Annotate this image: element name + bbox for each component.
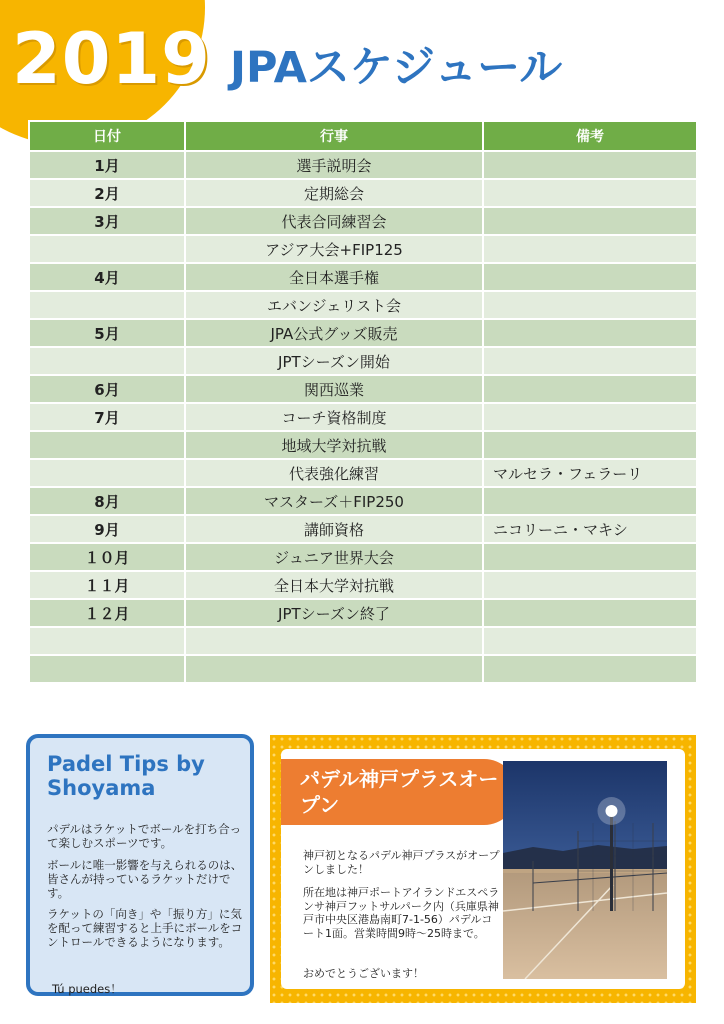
cell-month: 4月 — [29, 263, 185, 291]
news-card — [281, 749, 685, 989]
cell-month: 2月 — [29, 179, 185, 207]
news-paragraph-3: おめでとうございます！ — [303, 967, 424, 980]
cell-event: JPA公式グッズ販売 — [185, 319, 483, 347]
cell-note — [483, 151, 697, 179]
year-heading: 2019 — [12, 18, 211, 100]
news-box — [270, 735, 696, 1003]
cell-month: 3月 — [29, 207, 185, 235]
cell-event: 講師資格 — [185, 515, 483, 543]
cell-note — [483, 487, 697, 515]
news-paragraph-2: 所在地は神戸ポートアイランドエスペランサ神戸フットサルパーク内（兵庫県神戸市中央区港島南町7-1-56）パデルコート1面。営業時間9時～25時まで。 — [303, 886, 500, 940]
cell-note — [483, 263, 697, 291]
cell-note: ニコリーニ・マキシ — [483, 515, 697, 543]
page-title: JPAスケジュール — [230, 43, 563, 93]
padel-court-photo — [503, 761, 667, 979]
cell-note — [483, 627, 697, 655]
cell-event — [185, 627, 483, 655]
cell-month: 5月 — [29, 319, 185, 347]
cell-event: エバンジェリスト会 — [185, 291, 483, 319]
cell-note — [483, 179, 697, 207]
cell-event: 選手説明会 — [185, 151, 483, 179]
table-row — [29, 375, 697, 403]
column-header-event: 行事 — [185, 121, 483, 151]
cell-month: 6月 — [29, 375, 185, 403]
cell-note — [483, 375, 697, 403]
cell-event: 地域大学対抗戦 — [185, 431, 483, 459]
cell-month — [29, 431, 185, 459]
cell-note — [483, 291, 697, 319]
cell-month: 9月 — [29, 515, 185, 543]
schedule-table — [28, 120, 698, 684]
cell-month: 1月 — [29, 151, 185, 179]
cell-note — [483, 403, 697, 431]
tips-closing: Tú puedes！ — [52, 982, 122, 996]
news-paragraph-1: 神戸初となるパデル神戸プラスがオープンしました！ — [303, 849, 500, 876]
news-title: パデル神戸プラスオープン — [300, 767, 499, 817]
table-row — [29, 599, 697, 627]
cell-note — [483, 207, 697, 235]
cell-event: 代表強化練習 — [185, 459, 483, 487]
table-row — [29, 655, 697, 683]
cell-month — [29, 291, 185, 319]
schedule-body — [29, 151, 697, 683]
cell-note — [483, 655, 697, 683]
cell-month — [29, 655, 185, 683]
cell-event: JPTシーズン開始 — [185, 347, 483, 375]
cell-month: １２月 — [29, 599, 185, 627]
cell-note: マルセラ・フェラーリ — [483, 459, 697, 487]
cell-note — [483, 235, 697, 263]
cell-event — [185, 655, 483, 683]
cell-month: 7月 — [29, 403, 185, 431]
cell-month: １１月 — [29, 571, 185, 599]
table-row — [29, 263, 697, 291]
tips-paragraph-3: ラケットの「向き」や「振り方」に気を配って練習すると上手にボールをコントロールできるようになります。 — [47, 907, 243, 949]
cell-note — [483, 347, 697, 375]
table-row — [29, 319, 697, 347]
table-row — [29, 627, 697, 655]
cell-month — [29, 459, 185, 487]
table-row — [29, 459, 697, 487]
cell-month: 8月 — [29, 487, 185, 515]
cell-event: 関西巡業 — [185, 375, 483, 403]
table-row — [29, 291, 697, 319]
padel-tips-box — [26, 734, 254, 996]
cell-month: １０月 — [29, 543, 185, 571]
table-row — [29, 515, 697, 543]
cell-event: 定期総会 — [185, 179, 483, 207]
tips-paragraph-1: パデルはラケットでボールを打ち合って楽しむスポーツです。 — [47, 822, 242, 850]
cell-event: 全日本大学対抗戦 — [185, 571, 483, 599]
cell-event: 全日本選手権 — [185, 263, 483, 291]
cell-month — [29, 627, 185, 655]
cell-event: 代表合同練習会 — [185, 207, 483, 235]
table-row — [29, 403, 697, 431]
cell-note — [483, 543, 697, 571]
tips-paragraph-2: ボールに唯一影響を与えられるのは、皆さんが持っているラケットだけです。 — [47, 858, 243, 900]
cell-month — [29, 347, 185, 375]
tips-title: Padel Tips by Shoyama — [47, 752, 205, 800]
table-row — [29, 347, 697, 375]
cell-event: アジア大会+FIP125 — [185, 235, 483, 263]
column-header-date: 日付 — [29, 121, 185, 151]
cell-note — [483, 431, 697, 459]
cell-note — [483, 319, 697, 347]
table-row — [29, 235, 697, 263]
cell-event: ジュニア世界大会 — [185, 543, 483, 571]
table-row — [29, 179, 697, 207]
table-row — [29, 487, 697, 515]
column-header-note: 備考 — [483, 121, 697, 151]
cell-note — [483, 599, 697, 627]
table-row — [29, 207, 697, 235]
cell-event: マスターズ＋FIP250 — [185, 487, 483, 515]
cell-event: JPTシーズン終了 — [185, 599, 483, 627]
cell-event: コーチ資格制度 — [185, 403, 483, 431]
cell-note — [483, 571, 697, 599]
cell-month — [29, 235, 185, 263]
table-row — [29, 431, 697, 459]
table-row — [29, 571, 697, 599]
table-row — [29, 543, 697, 571]
table-row — [29, 151, 697, 179]
table-header-row — [29, 121, 697, 151]
